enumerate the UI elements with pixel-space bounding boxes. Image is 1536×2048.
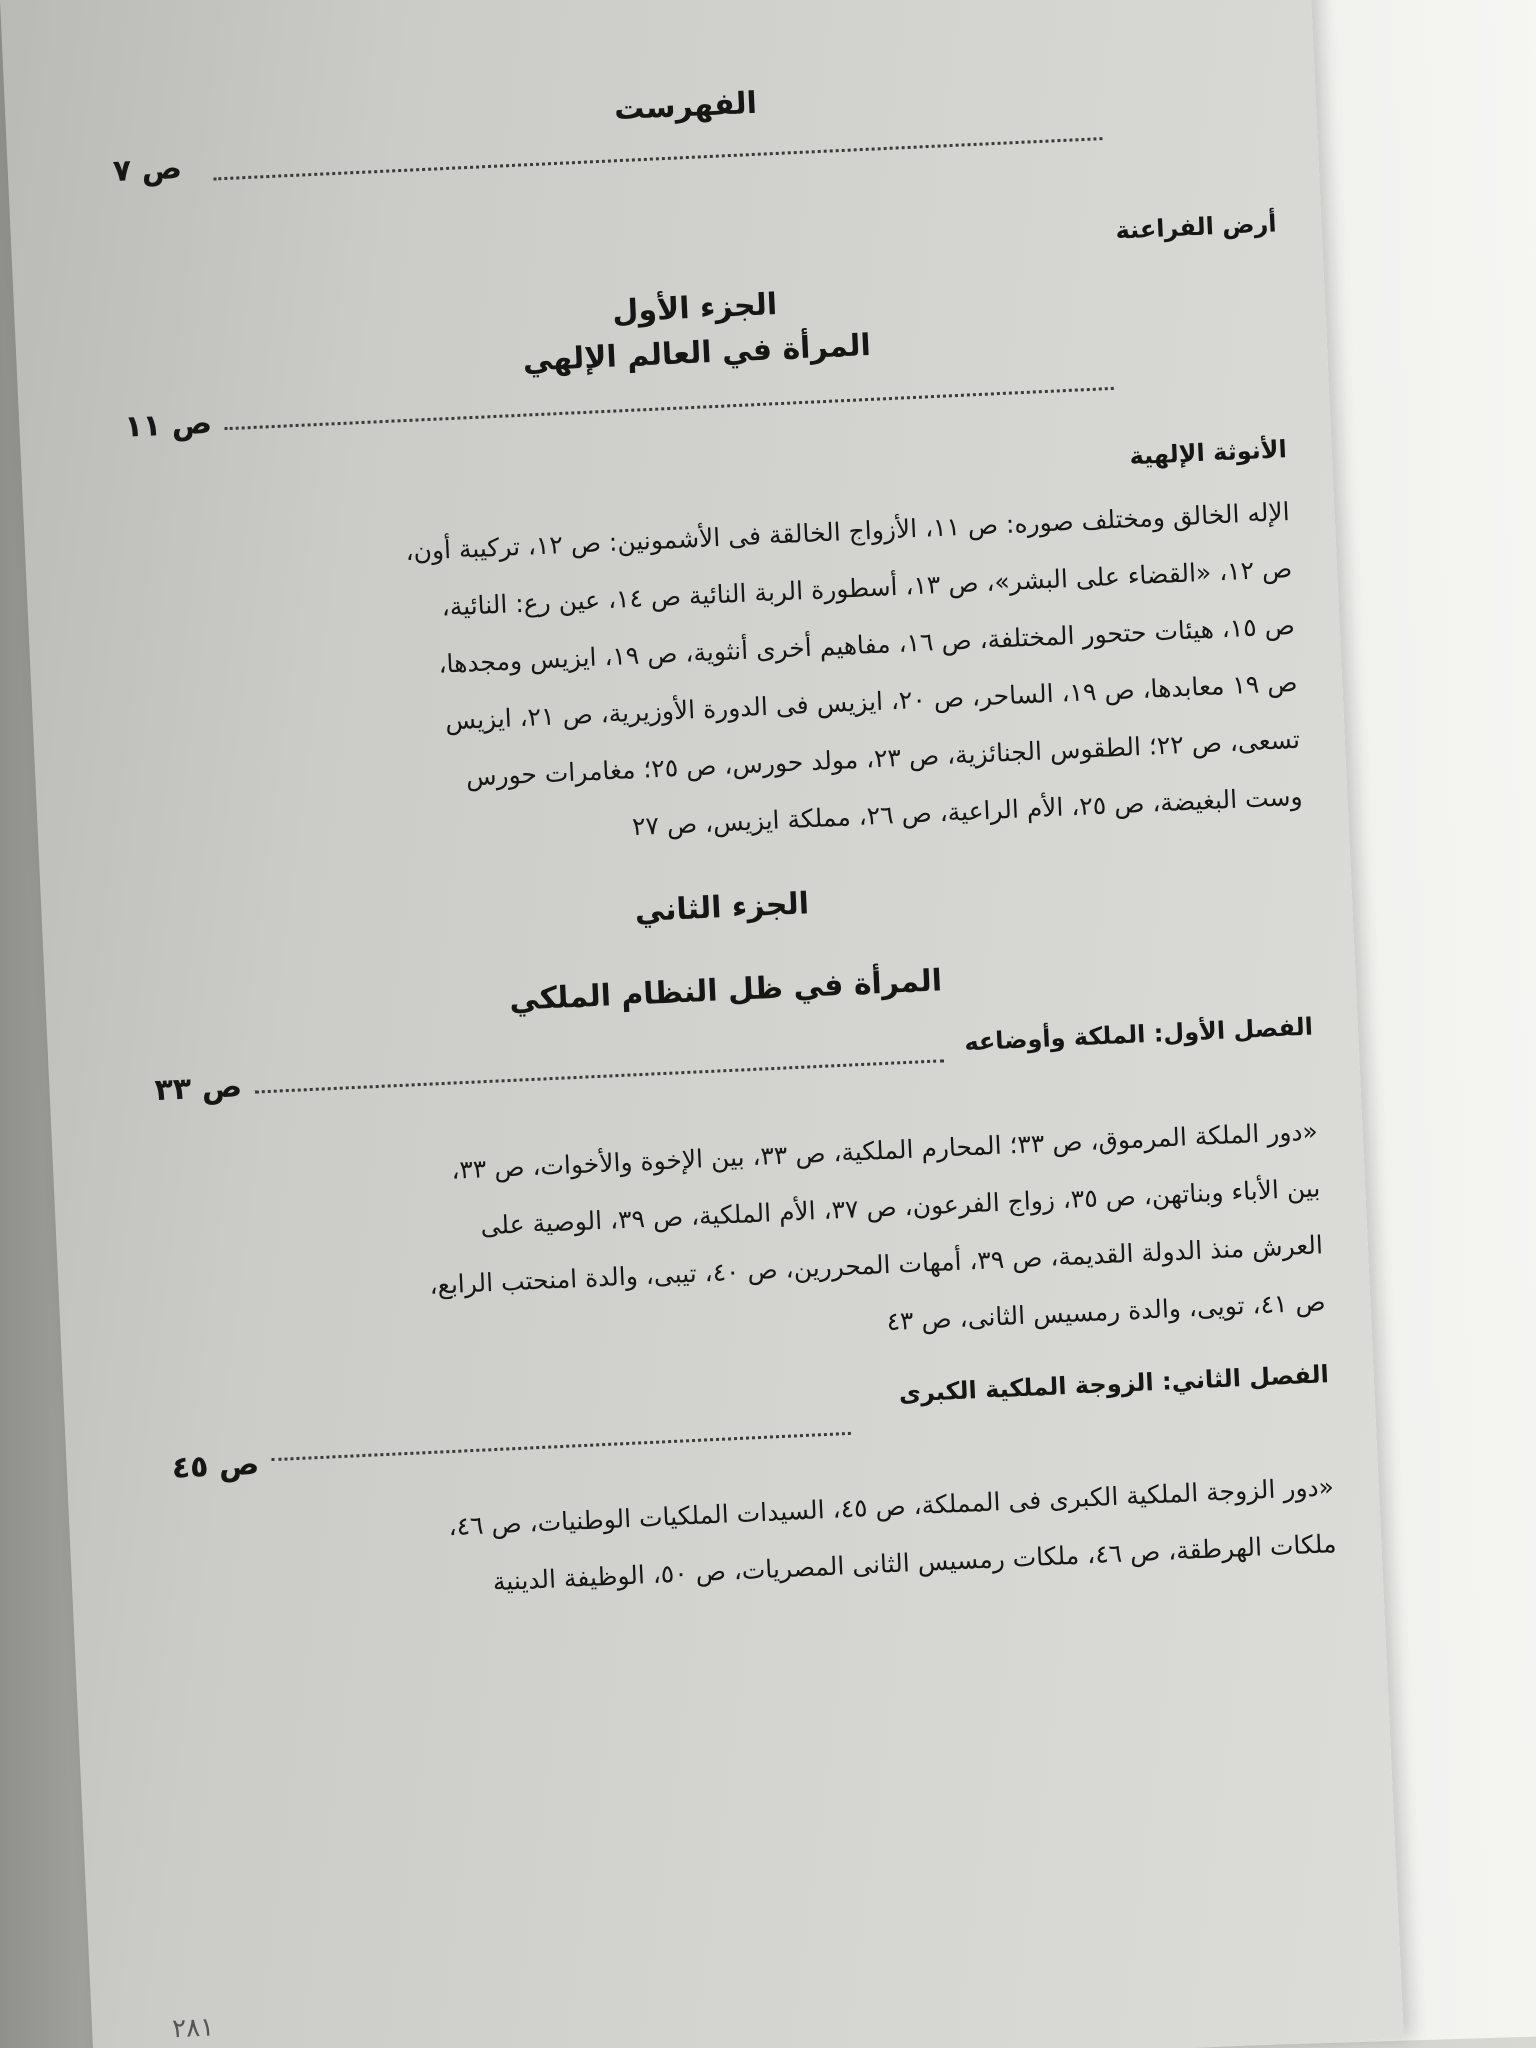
part1-paragraph <box>119 483 1303 878</box>
part-heading: الجزء الأول <box>611 287 778 330</box>
part-heading: الجزء الثاني <box>634 886 810 930</box>
paragraph-line: ملكات الهرطقة، ص ٤٦، ملكات رمسيس الثانى المصريات، ص ٥٠، الوظيفة الدينية <box>492 1528 1338 1597</box>
toc-entry-page: ص ٤٥ <box>170 1446 260 1486</box>
paragraph-line: ص ١٢، «القضاء على البشر»، ص ١٣، أسطورة الربة النائية ص ١٤، عين رع: النائية، <box>441 553 1293 622</box>
toc-entry-page: ص ١١ <box>123 405 213 445</box>
index-content <box>100 62 1338 1635</box>
toc-entry-page: ص ٧ <box>112 150 183 190</box>
part-subtitle: المرأة في ظل النظام الملكي <box>508 963 943 1018</box>
toc-entry-label: الفصل الأول: الملكة وأوضاعه <box>963 1012 1314 1057</box>
leader-dots <box>213 137 1102 180</box>
toc-entry-label: الأنوثة الإلهية <box>1128 435 1288 471</box>
part-subtitle: المرأة في العالم الإلهي <box>522 327 872 379</box>
paragraph-line: تسعى، ص ٢٢؛ الطقوس الجنائزية، ص ٢٣، مولد حورس، ص ٢٥؛ مغامرات حورس <box>465 724 1301 792</box>
paragraph-line: ص ١٩ معابدها، ص ١٩، الساحر، ص ٢٠، ايزيس فى الدورة الأوزيرية، ص ٢١، ايزيس <box>444 667 1298 736</box>
paragraph-line: بين الأباء وبناتهن، ص ٣٥، زواج الفرعون، ص ٣٧، الأم الملكية، ص ٣٩، الوصية على <box>479 1173 1321 1241</box>
toc-entry-page: ص ٣٣ <box>153 1069 243 1109</box>
leader-dots <box>225 387 1114 430</box>
paragraph-line: وست البغيضة، ص ٢٥، الأم الراعية، ص ٢٦، مملكة ايزيس، ص ٢٧ <box>631 781 1304 842</box>
paragraph-line: الإله الخالق ومختلف صوره: ص ١١، الأزواج الخالقة فى الأشمونين: ص ١٢، تركيبة أون، <box>404 497 1291 567</box>
leader-dots <box>271 1432 851 1461</box>
paragraph-line: ص ١٥، هيئات حتحور المختلفة، ص ١٦، مفاهيم أخرى أنثوية، ص ١٩، ايزيس ومجدها، <box>437 610 1296 679</box>
toc-entry-label: أرض الفراعنة <box>1114 209 1278 245</box>
leader-dots <box>255 1059 944 1093</box>
paragraph-line: ص ٤١، تويى، والدة رمسيس الثانى، ص ٤٣ <box>885 1287 1327 1337</box>
paragraph-line: العرش منذ الدولة القديمة، ص ٣٩، أمهات المحررين، ص ٤٠، تيبى، والدة امنحتب الرابع، <box>428 1230 1324 1300</box>
page-title: الفهرست <box>613 85 758 128</box>
toc-entry-label: الفصل الثاني: الزوجة الملكية الكبرى <box>898 1360 1330 1408</box>
page-number: ٢٨١ <box>171 2012 215 2045</box>
paragraph-line: «دور الملكة المرموق، ص ٣٣؛ المحارم الملكية، ص ٣٣، بين الإخوة والأخوات، ص ٣٣، <box>450 1116 1319 1185</box>
chapter1-paragraph <box>148 1102 1327 1383</box>
paragraph-line: «دور الزوجة الملكية الكبرى فى المملكة، ص ٤٥، السيدات الملكيات الوطنيات، ص ٤٦، <box>447 1472 1335 1542</box>
